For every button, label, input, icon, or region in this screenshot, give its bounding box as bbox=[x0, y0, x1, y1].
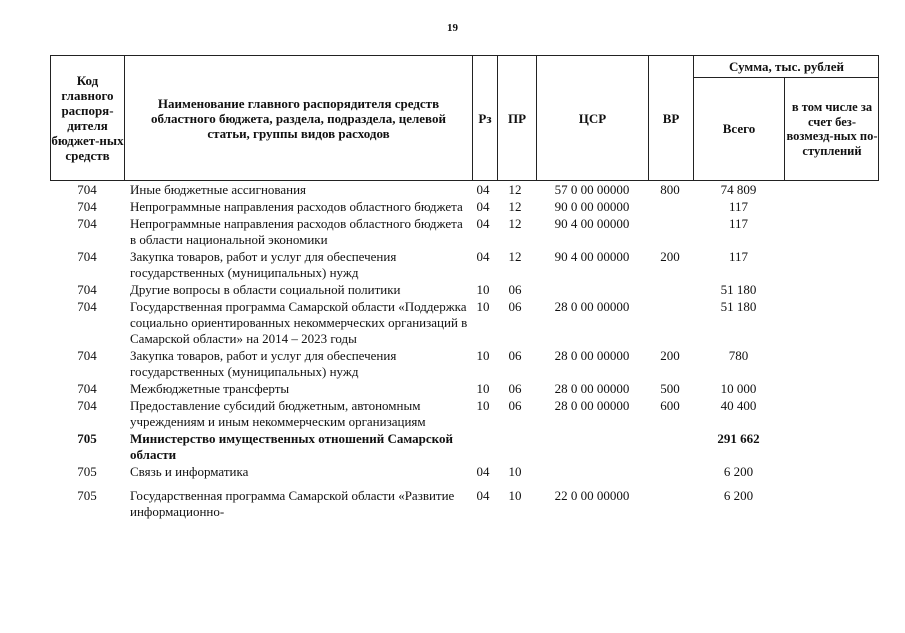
row-total: 51 180 bbox=[720, 299, 757, 314]
header-pr: ПР bbox=[498, 56, 537, 180]
header-rz: Рз bbox=[473, 56, 498, 180]
row-code: 704 bbox=[77, 282, 97, 297]
row-csr: 28 0 00 00000 bbox=[554, 299, 630, 314]
row-rz: 10 bbox=[476, 299, 490, 314]
table-header bbox=[50, 55, 879, 181]
row-pr: 12 bbox=[508, 216, 522, 231]
row-name: Закупка товаров, работ и услуг для обеспечения государственных (муниципальных) нужд bbox=[130, 348, 397, 379]
row-vr: 800 bbox=[660, 182, 680, 197]
row-name: Непрограммные направления расходов областного бюджета bbox=[130, 199, 463, 214]
table-row bbox=[50, 381, 879, 397]
row-name: Государственная программа Самарской области «Поддержка социально ориентированных некоммерческих организаций в Самарской области» на 2014 – 2023 годы bbox=[130, 299, 468, 346]
row-vr: 200 bbox=[660, 249, 680, 264]
row-code: 704 bbox=[77, 182, 97, 197]
row-csr: 90 4 00 00000 bbox=[554, 216, 630, 231]
row-pr: 12 bbox=[508, 199, 522, 214]
row-name: Государственная программа Самарской области «Развитие информационно- bbox=[130, 488, 455, 519]
row-name: Связь и информатика bbox=[130, 464, 249, 479]
page-number: 19 bbox=[447, 22, 458, 34]
table-row bbox=[50, 299, 879, 347]
row-csr: 90 4 00 00000 bbox=[554, 249, 630, 264]
row-pr: 06 bbox=[508, 398, 522, 413]
table-row bbox=[50, 249, 879, 281]
row-pr: 10 bbox=[508, 488, 522, 503]
row-total: 117 bbox=[728, 249, 749, 264]
header-sum: Сумма, тыс. рублей bbox=[694, 56, 879, 78]
row-name: Предоставление субсидий бюджетным, автономным учреждениям и иным некоммерческим организациям bbox=[130, 398, 426, 429]
row-csr: 57 0 00 00000 bbox=[554, 182, 630, 197]
row-pr: 06 bbox=[508, 348, 522, 363]
table-row bbox=[50, 282, 879, 298]
row-code: 705 bbox=[77, 431, 97, 446]
row-name: Закупка товаров, работ и услуг для обеспечения государственных (муниципальных) нужд bbox=[130, 249, 397, 280]
row-code: 704 bbox=[77, 199, 97, 214]
row-code: 704 bbox=[77, 249, 97, 264]
table-row bbox=[50, 199, 879, 215]
row-code: 705 bbox=[77, 464, 97, 479]
table-row bbox=[50, 398, 879, 430]
table-row bbox=[50, 488, 879, 520]
row-total: 291 662 bbox=[717, 431, 760, 446]
header-total: Всего bbox=[694, 78, 785, 180]
header-csr: ЦСР bbox=[537, 56, 649, 180]
row-name: Иные бюджетные ассигнования bbox=[130, 182, 307, 197]
header-code: Код главного распоря-дителя бюджет-ных средств bbox=[51, 56, 125, 180]
row-code: 704 bbox=[77, 398, 97, 413]
row-code: 705 bbox=[77, 488, 97, 503]
header-vr: ВР bbox=[649, 56, 694, 180]
row-rz: 10 bbox=[476, 381, 490, 396]
row-total: 117 bbox=[728, 216, 749, 231]
row-vr: 200 bbox=[660, 348, 680, 363]
row-rz: 04 bbox=[476, 488, 490, 503]
budget-table bbox=[50, 55, 879, 520]
row-total: 6 200 bbox=[723, 488, 754, 503]
row-csr: 90 0 00 00000 bbox=[554, 199, 630, 214]
table-row bbox=[50, 182, 879, 198]
row-rz: 04 bbox=[476, 249, 490, 264]
row-csr: 28 0 00 00000 bbox=[554, 348, 630, 363]
row-rz: 04 bbox=[476, 464, 490, 479]
row-total: 780 bbox=[728, 348, 749, 363]
row-csr: 28 0 00 00000 bbox=[554, 398, 630, 413]
header-name: Наименование главного распорядителя средств областного бюджета, раздела, подраздела, целевой статьи, группы видов расходов bbox=[125, 56, 473, 180]
row-total: 74 809 bbox=[720, 182, 757, 197]
row-csr: 22 0 00 00000 bbox=[554, 488, 630, 503]
row-vr: 600 bbox=[660, 398, 680, 413]
table-row bbox=[50, 348, 879, 380]
row-rz: 10 bbox=[476, 348, 490, 363]
row-pr: 06 bbox=[508, 381, 522, 396]
table-body bbox=[50, 182, 879, 520]
header-free: в том числе за счет без-возмезд-ных по-ступлений bbox=[786, 100, 878, 158]
row-code: 704 bbox=[77, 348, 97, 363]
row-code: 704 bbox=[77, 216, 97, 231]
table-row bbox=[50, 216, 879, 248]
row-vr: 500 bbox=[660, 381, 680, 396]
row-pr: 06 bbox=[508, 282, 522, 297]
row-code: 704 bbox=[77, 381, 97, 396]
table-row bbox=[50, 431, 879, 463]
row-pr: 06 bbox=[508, 299, 522, 314]
row-total: 10 000 bbox=[720, 381, 757, 396]
row-name: Непрограммные направления расходов областного бюджета в области национальной экономики bbox=[130, 216, 463, 247]
table-row bbox=[50, 464, 879, 480]
row-pr: 12 bbox=[508, 249, 522, 264]
row-rz: 10 bbox=[476, 282, 490, 297]
row-rz: 04 bbox=[476, 199, 490, 214]
row-total: 117 bbox=[728, 199, 749, 214]
row-name: Другие вопросы в области социальной политики bbox=[130, 282, 401, 297]
row-total: 40 400 bbox=[720, 398, 757, 413]
row-pr: 12 bbox=[508, 182, 522, 197]
row-code: 704 bbox=[77, 299, 97, 314]
row-name: Министерство имущественных отношений Самарской области bbox=[130, 431, 453, 462]
row-rz: 10 bbox=[476, 398, 490, 413]
row-rz: 04 bbox=[476, 182, 490, 197]
row-csr: 28 0 00 00000 bbox=[554, 381, 630, 396]
row-rz: 04 bbox=[476, 216, 490, 231]
row-name: Межбюджетные трансферты bbox=[130, 381, 290, 396]
row-total: 51 180 bbox=[720, 282, 757, 297]
row-pr: 10 bbox=[508, 464, 522, 479]
row-total: 6 200 bbox=[723, 464, 754, 479]
